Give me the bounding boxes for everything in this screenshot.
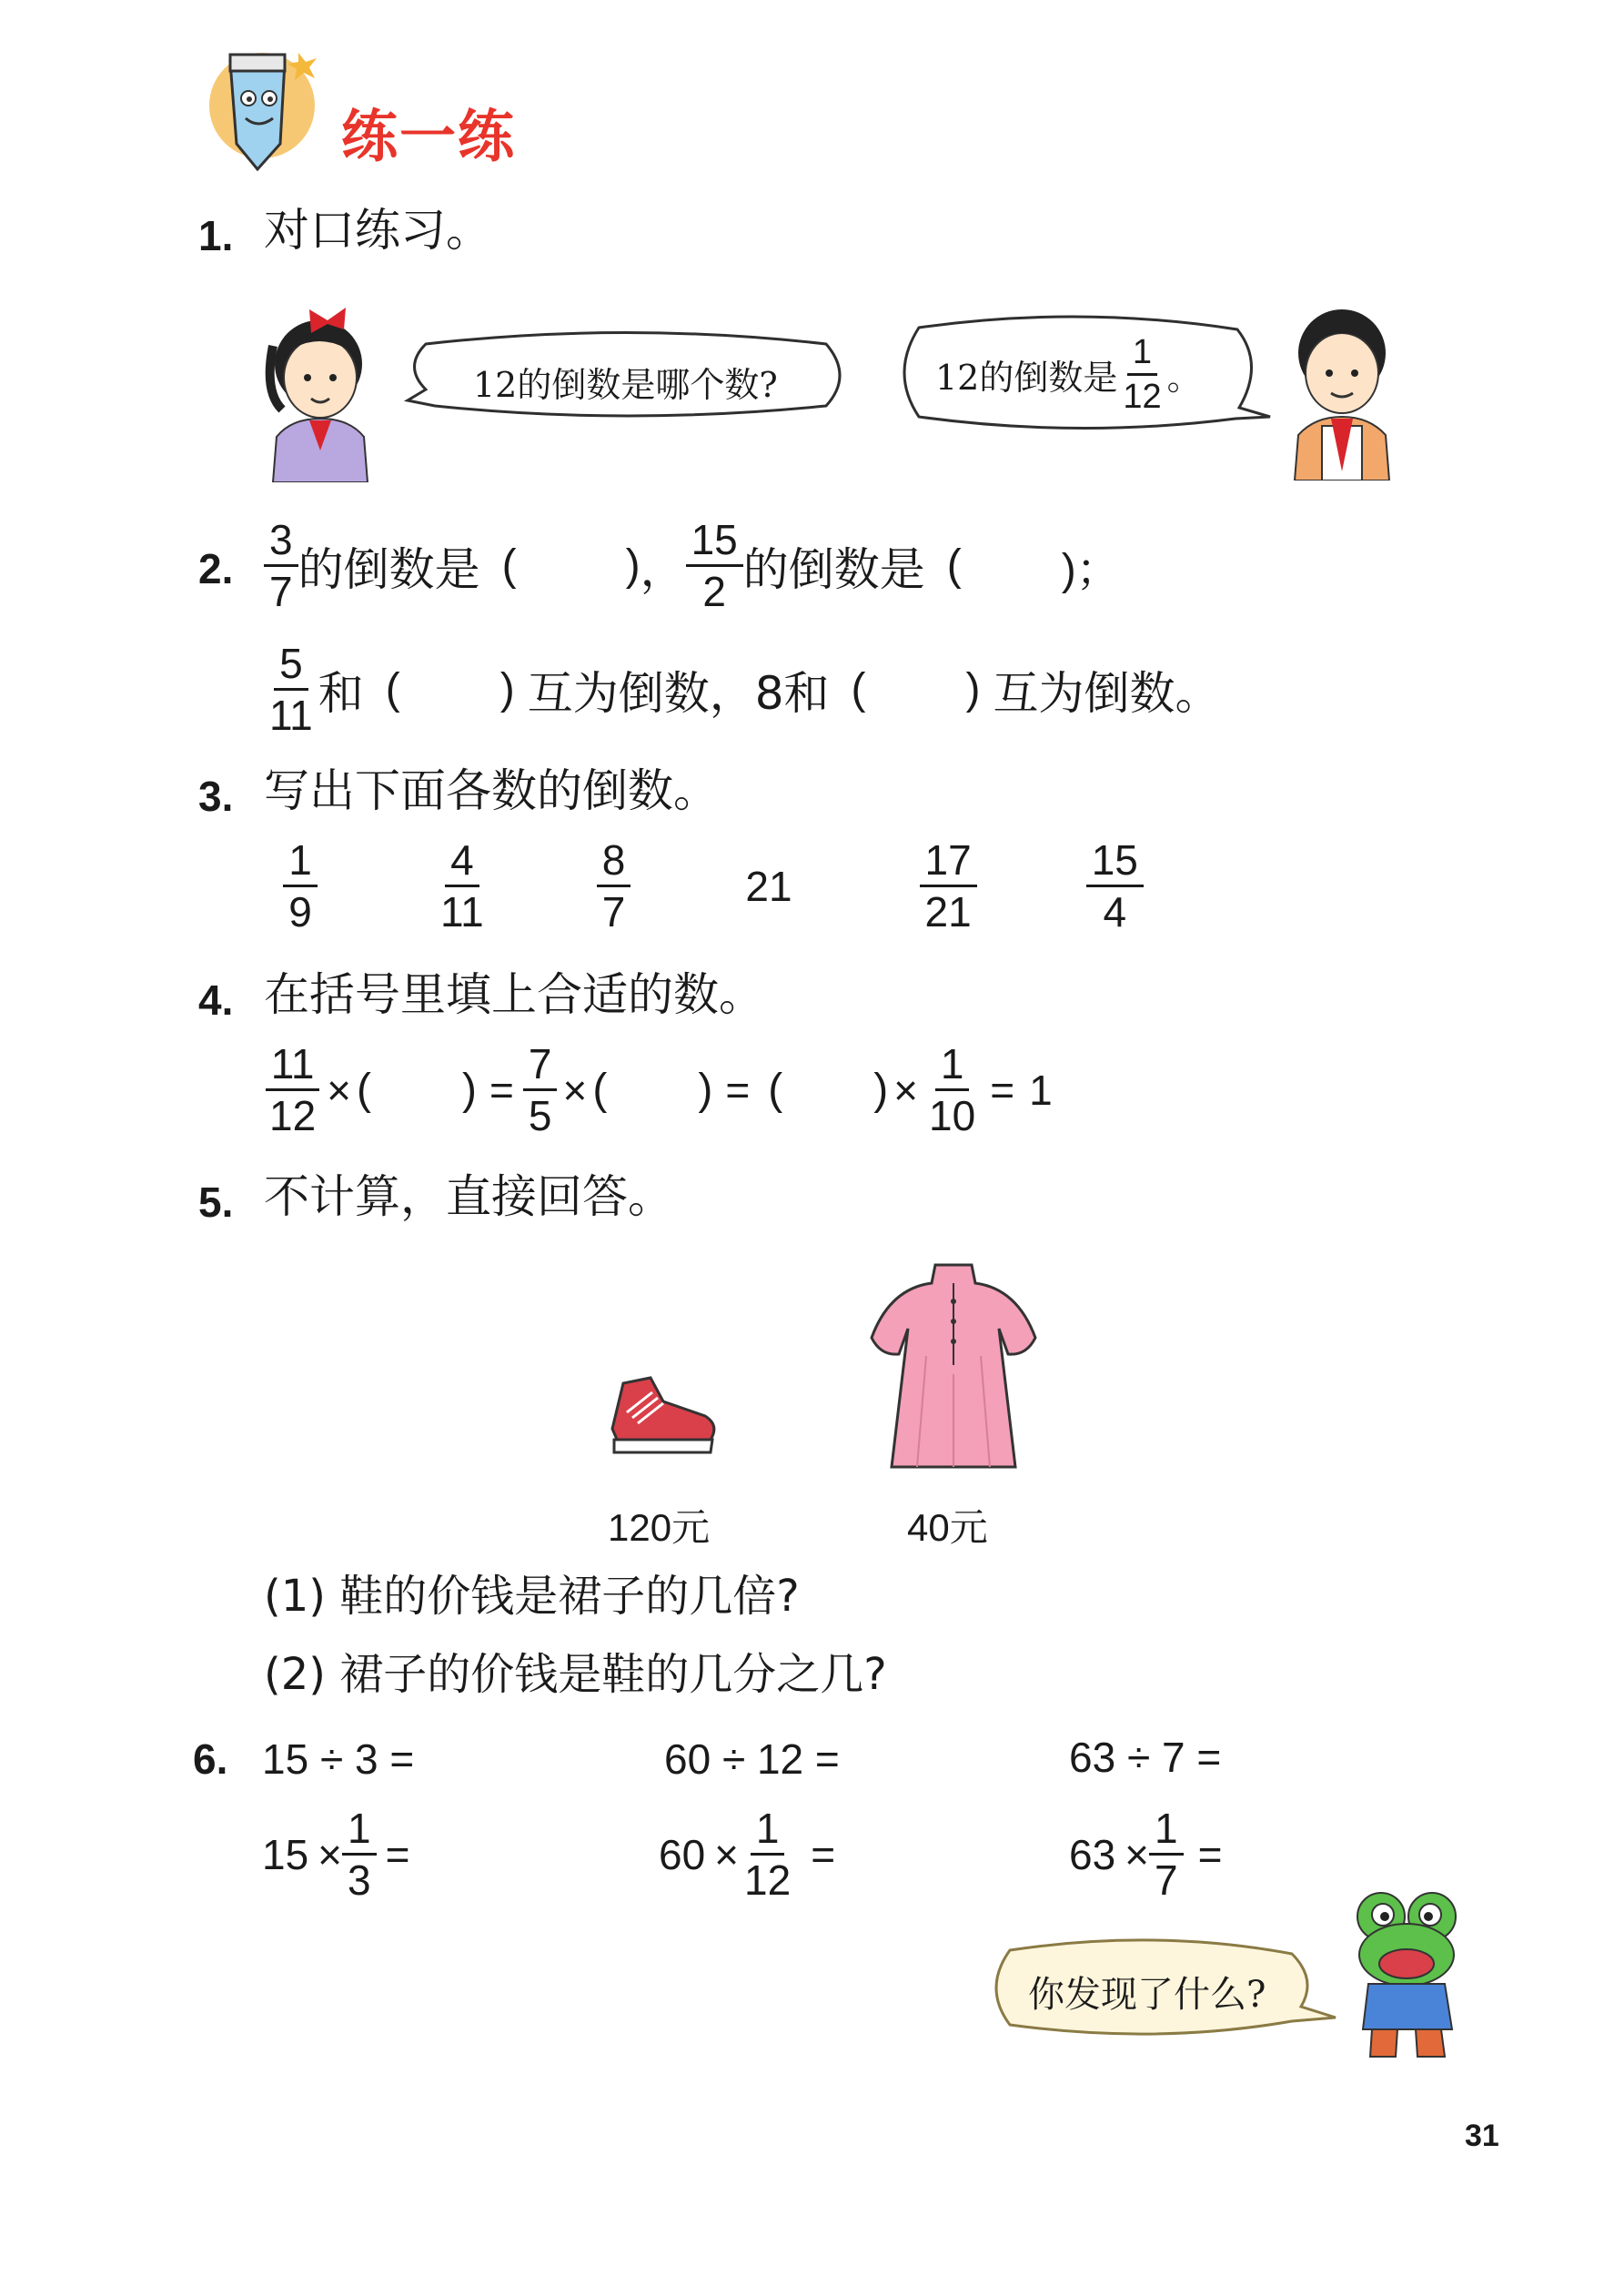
q3-item-3: $\frac{8}{7}$ xyxy=(597,839,631,933)
q2-fraction-3: $\frac{5}{11}$ xyxy=(269,640,313,739)
frog-illustration xyxy=(1345,1884,1472,2066)
q6-row2-col2: 60 × $\frac{1}{12}$ = xyxy=(659,1805,836,1904)
q6-fraction-2: $\frac{1}{12}$ xyxy=(744,1805,792,1904)
dress-illustration xyxy=(862,1256,1044,1474)
q3-item-5: $\frac{17}{21}$ xyxy=(920,839,977,933)
pencil-mascot-icon xyxy=(198,35,335,171)
q4-fraction-1: $\frac{11}{12}$ xyxy=(264,1043,321,1137)
q4-fraction-3: $\frac{1}{10}$ xyxy=(929,1040,976,1139)
q4-equation: $\frac{11}{12}$ × ( ) = $\frac{7}{5}$ × ( ) = ( ) × $\frac{1}{10}$ = 1 xyxy=(264,1043,1053,1137)
q1-text: 对口练习。 xyxy=(264,204,491,257)
q5-sub2: (2) 裙子的价钱是鞋的几分之几? xyxy=(264,1649,887,1700)
shoes-illustration xyxy=(605,1365,723,1465)
q6-fraction-1: $\frac{1}{3}$ xyxy=(342,1807,377,1901)
q5-number: 5. xyxy=(198,1178,234,1226)
q4-text: 在括号里填上合适的数。 xyxy=(264,968,764,1021)
q5-text: 不计算，直接回答。 xyxy=(264,1170,673,1223)
q6-row1-col1: 15 ÷ 3 = xyxy=(262,1735,415,1783)
q3-number: 3. xyxy=(198,773,234,820)
shoe-price: 120元 xyxy=(608,1506,711,1549)
bubble-right-text: 12的倒数是 $\frac{1}{12}$ 。 xyxy=(935,333,1202,416)
q3-item-2: $\frac{4}{11}$ xyxy=(440,836,484,936)
q2-fraction-1: $\frac{3}{7}$ xyxy=(264,519,298,612)
q3-item-1: $\frac{1}{9}$ xyxy=(273,839,328,933)
dress-price: 40元 xyxy=(907,1506,988,1549)
bubble-left-text: 12的倒数是哪个数? xyxy=(473,365,778,405)
q6-row1-col2: 60 ÷ 12 = xyxy=(664,1735,840,1783)
q6-row2-col3: 63 × $\frac{1}{7}$ = xyxy=(1069,1805,1223,1904)
section-title: 练一练 xyxy=(341,103,517,169)
q6-row1-col3: 63 ÷ 7 = xyxy=(1069,1734,1222,1781)
q2-line1: $\frac{3}{7}$ 的倒数是 ( ) ， $\frac{15}{2}$ 的倒数是 ( )； xyxy=(264,519,1120,612)
q4-fraction-2: $\frac{7}{5}$ xyxy=(523,1043,558,1137)
frog-bubble-text: 你发现了什么? xyxy=(1028,1974,1266,2016)
q6-number: 6. xyxy=(193,1735,228,1783)
q1-number: 1. xyxy=(198,212,234,259)
q5-sub1: (1) 鞋的价钱是裙子的几倍? xyxy=(264,1571,800,1622)
q4-number: 4. xyxy=(198,976,234,1024)
girl-illustration xyxy=(255,291,382,482)
q3-text: 写出下面各数的倒数。 xyxy=(264,764,719,817)
q6-fraction-3: $\frac{1}{7}$ xyxy=(1149,1807,1184,1901)
q3-item-4: 21 xyxy=(745,862,792,910)
q3-items xyxy=(273,836,1144,936)
q2-line2: $\frac{5}{11}$ 和 ( ) 互为倒数，8和 ( ) 互为倒数。 xyxy=(264,642,1221,736)
q2-fraction-2: $\frac{15}{2}$ xyxy=(686,519,743,612)
q6-row2-col1: 15 × $\frac{1}{3}$ = xyxy=(262,1805,410,1904)
q2-number: 2. xyxy=(198,545,234,592)
bubble-right-fraction: $\frac{1}{12}$ xyxy=(1123,333,1162,416)
q3-item-6: $\frac{15}{4}$ xyxy=(1086,839,1144,933)
page-number: 31 xyxy=(1465,2119,1499,2153)
boy-illustration xyxy=(1278,289,1406,480)
